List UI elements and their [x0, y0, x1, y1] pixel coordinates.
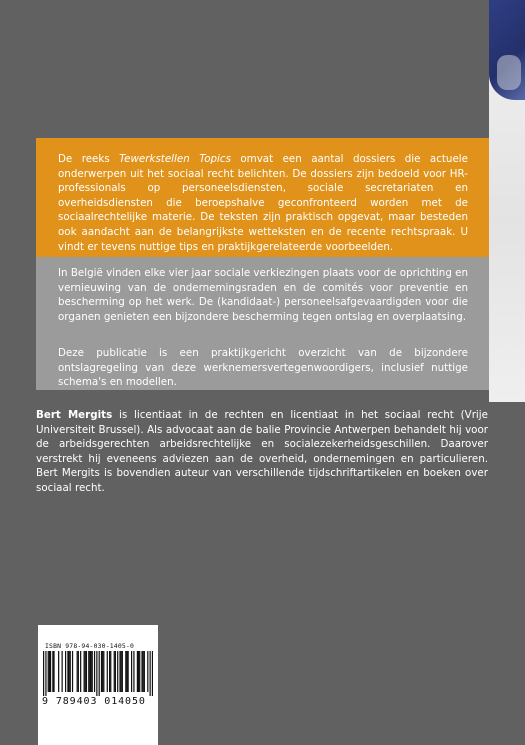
barcode-bar	[49, 651, 50, 692]
barcode-bar	[58, 651, 59, 692]
barcode-bar	[143, 651, 144, 692]
barcode-bar	[80, 651, 81, 692]
author-bio-text: is licentiaat in de rechten en licentiaat in het sociaal recht (Vrije Universiteit Brussel). Als advocaat aan de balie Provincie Antwerpen behandelt hij voor de arbeidsgerechten arbeidsrechtelijke en socialezekerheidsgeschillen. Daarover verstrekt hij eveneens adviezen aan de overheid, ondernemingen en particulieren. Bert Mergits is bovendien auteur van verschillende tijdschriftartikelen en boeken over sociaal recht.	[36, 409, 488, 494]
barcode-bar	[101, 651, 102, 692]
barcode-bar	[152, 651, 153, 696]
summary-paragraph-2: Deze publicatie is een praktijkgericht overzicht van de bijzondere ontslagregeling van deze werknemersvertegenwoordigers, inclusief nuttige schema's en modellen.	[58, 347, 468, 389]
barcode-bar	[126, 651, 127, 692]
barcode-bar	[78, 651, 79, 692]
barcode-bar	[94, 651, 95, 692]
barcode-bar	[89, 651, 90, 692]
barcode-bar	[99, 651, 100, 696]
barcode-bar	[70, 651, 71, 692]
barcode-bar	[52, 651, 53, 692]
barcode-bar	[103, 651, 104, 692]
series-intro-before: De reeks	[58, 153, 120, 165]
photo-shade-shape	[497, 55, 521, 90]
barcode-bar	[72, 651, 73, 692]
barcode-bar	[50, 651, 51, 692]
barcode-bar	[45, 651, 46, 696]
author-bio	[36, 408, 488, 496]
barcode-bar	[147, 651, 148, 692]
cover-photo-strip	[489, 0, 525, 402]
barcode-bar	[65, 651, 66, 692]
series-intro-text	[58, 152, 468, 254]
barcode-bar	[86, 651, 87, 692]
barcode-bar	[133, 651, 134, 692]
barcode-bar	[122, 651, 123, 692]
barcode-bar	[121, 651, 122, 692]
barcode-bar	[144, 651, 145, 692]
barcode-bar	[137, 651, 138, 692]
author-name: Bert Mergits	[36, 409, 113, 421]
series-intro-after: omvat een aantal dossiers die actuele onderwerpen uit het sociaal recht belichten. De dossiers zijn bedoeld voor HR-professionals op personeelsdiensten, sociale secretariaten en overheidsdiensten die beroepshalve geconfronteerd worden met de sociaalrechtelijke materie. De teksten zijn praktisch opgevat, maar besteden ook aandacht aan de belangrijkste wetteksten en de recente rechtspraak. U vindt er tevens nuttige tips en praktijkgerelateerde voorbeelden.	[58, 153, 468, 253]
barcode-bar	[77, 651, 78, 692]
barcode-bar	[131, 651, 132, 692]
barcode-bar	[90, 651, 91, 692]
barcode-bars	[43, 651, 153, 696]
series-name: Tewerkstellen Topics	[119, 153, 231, 165]
barcode-bar	[115, 651, 116, 692]
barcode-bar	[139, 651, 140, 692]
barcode-bar	[102, 651, 103, 692]
barcode-bar	[125, 651, 126, 692]
barcode-bar	[117, 651, 118, 692]
barcode-bar	[92, 651, 93, 692]
barcode-bar	[85, 651, 86, 692]
barcode-bar	[84, 651, 85, 692]
barcode-bar	[109, 651, 110, 692]
barcode-bar	[114, 651, 115, 692]
barcode-bar	[150, 651, 151, 696]
barcode-bar	[141, 651, 142, 692]
barcode-bar	[96, 651, 97, 696]
barcode-bar	[67, 651, 68, 692]
barcode-bar	[138, 651, 139, 692]
barcode-bar	[110, 651, 111, 692]
barcode-bar	[53, 651, 54, 692]
barcode-bar	[43, 651, 44, 696]
ean-digits: 9 789403 014050	[42, 696, 146, 707]
barcode-bar	[107, 651, 108, 692]
isbn-label: ISBN 978-94-030-1405-0	[45, 642, 135, 650]
barcode-bar	[88, 651, 89, 692]
barcode-bar	[119, 651, 120, 692]
summary-paragraph-1: In België vinden elke vier jaar sociale verkiezingen plaats voor de oprichting en vernieuwing van de ondernemingsraden en de comités voor preventie en bescherming op het werk. De (kandidaat-) personeelsafgevaardigden voor die organen genieten een bijzondere bescherming tegen ontslag en overplaatsing.	[58, 267, 468, 323]
barcode-bar	[62, 651, 63, 692]
barcode-bar	[48, 651, 49, 692]
barcode-bar	[128, 651, 129, 692]
barcode-bar	[68, 651, 69, 692]
